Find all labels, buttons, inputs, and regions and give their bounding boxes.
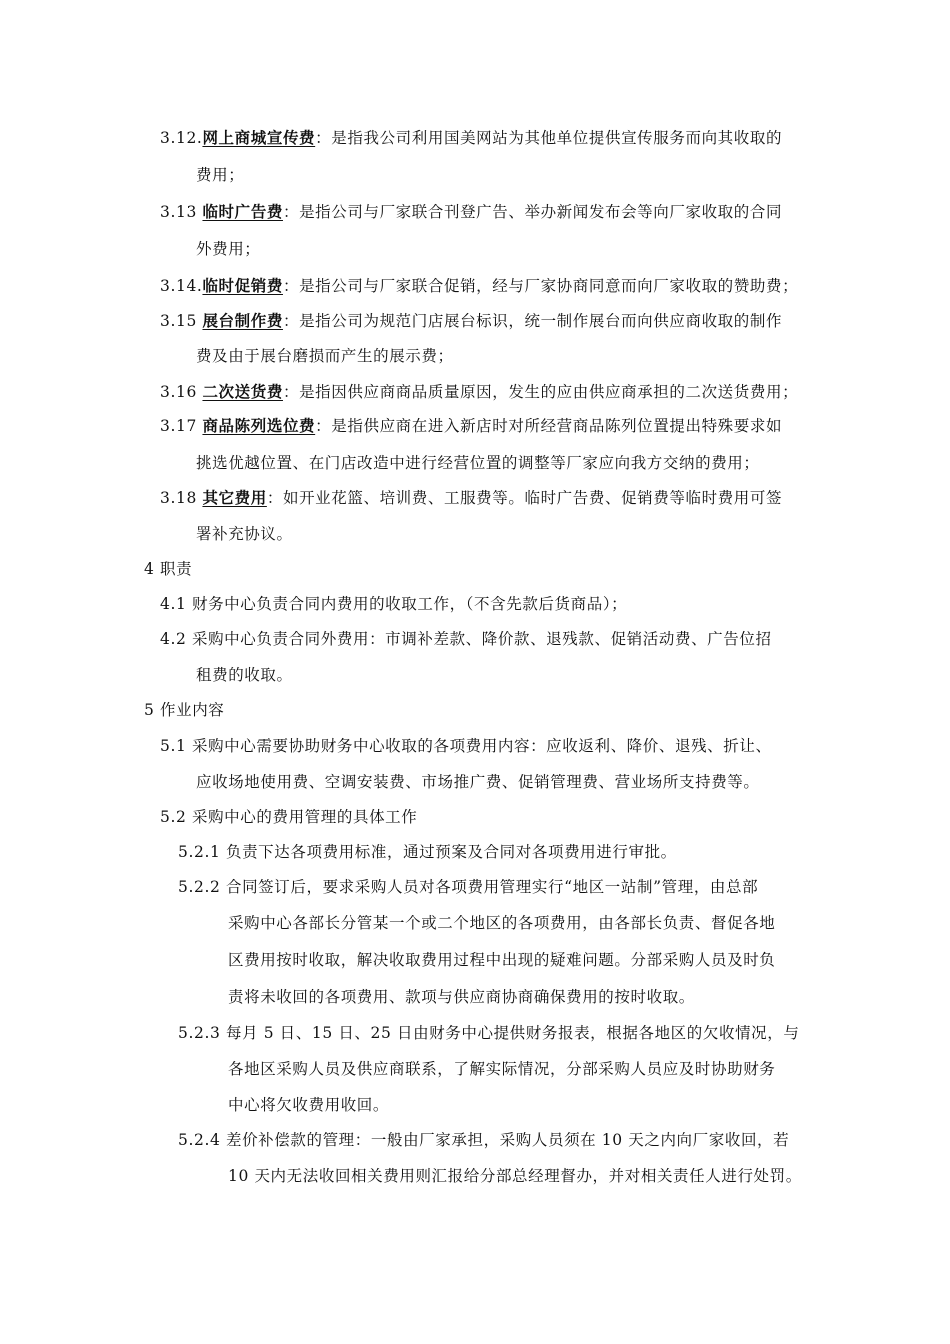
definition-number: 3.14. xyxy=(160,277,203,295)
definition-term: 其它费用 xyxy=(202,489,267,507)
definition-colon: ： xyxy=(282,203,300,221)
definition-term: 临时促销费 xyxy=(202,277,283,295)
definition-3-12-line2: 费用； xyxy=(196,166,245,184)
definition-text: 是指公司与厂家联合刊登广告、举办新闻发布会等向厂家收取的合同 xyxy=(299,203,783,221)
definition-3-17-line2: 挑选优越位置、在门店改造中进行经营位置的调整等厂家应向我方交纳的费用； xyxy=(196,454,760,472)
section-5-2-1: 5.2.1 负责下达各项费用标准，通过预案及合同对各项费用进行审批。 xyxy=(178,843,677,861)
section-5-item-1-line2: 应收场地使用费、空调安装费、市场推广费、促销管理费、营业场所支持费等。 xyxy=(196,773,760,791)
definition-text: 是指供应商在进入新店时对所经营商品陈列位置提出特殊要求如 xyxy=(331,417,783,435)
definition-3-13-line2: 外费用； xyxy=(196,240,261,258)
definition-term: 网上商城宣传费 xyxy=(202,129,316,147)
definition-colon: ： xyxy=(282,312,300,330)
definition-text: 是指公司与厂家联合促销，经与厂家协商同意而向厂家收取的赞助费； xyxy=(299,277,799,295)
definition-colon: ： xyxy=(266,489,283,507)
definition-number: 3.17 xyxy=(160,417,203,435)
definition-number: 3.12. xyxy=(160,129,203,147)
section-5-heading: 5 作业内容 xyxy=(144,701,225,719)
definition-3-14-line1 xyxy=(160,276,798,296)
definition-number: 3.16 xyxy=(160,383,203,401)
definition-3-15-line1 xyxy=(160,311,782,331)
section-4-heading: 4 职责 xyxy=(144,560,193,578)
definition-colon: ： xyxy=(315,417,332,435)
definition-text: 是指我公司利用国美网站为其他单位提供宣传服务而向其收取的 xyxy=(331,129,783,147)
definition-3-13-line1 xyxy=(160,202,782,222)
definition-term: 展台制作费 xyxy=(202,312,283,330)
definition-3-15-line2: 费及由于展台磨损而产生的展示费； xyxy=(196,347,454,365)
section-5-2-3-line2: 各地区采购人员及供应商联系，了解实际情况，分部采购人员应及时协助财务 xyxy=(228,1060,776,1078)
definition-term: 二次送货费 xyxy=(202,383,283,401)
section-5-item-2: 5.2 采购中心的费用管理的具体工作 xyxy=(160,808,418,826)
section-5-2-3-line1: 5.2.3 每月 5 日、15 日、25 日由财务中心提供财务报表，根据各地区的欠收情况，与 xyxy=(178,1024,800,1042)
definition-text: 是指因供应商商品质量原因，发生的应由供应商承担的二次送货费用； xyxy=(299,383,799,401)
section-5-item-1-line1: 5.1 采购中心需要协助财务中心收取的各项费用内容：应收返利、降价、退残、折让、 xyxy=(160,737,772,755)
definition-3-17-line1 xyxy=(160,416,782,436)
section-5-2-4-line1: 5.2.4 差价补偿款的管理：一般由厂家承担，采购人员须在 10 天之内向厂家收回，若 xyxy=(178,1131,790,1149)
section-4-item-2-line1: 4.2 采购中心负责合同外费用：市调补差款、降价款、退残款、促销活动费、广告位招 xyxy=(160,630,772,648)
section-5-2-4-line2: 10 天内无法收回相关费用则汇报给分部总经理督办，并对相关责任人进行处罚。 xyxy=(228,1167,802,1185)
definition-3-16-line1 xyxy=(160,382,798,402)
section-5-2-2-line4: 责将未收回的各项费用、款项与供应商协商确保费用的按时收取。 xyxy=(228,988,695,1006)
definition-number: 3.18 xyxy=(160,489,203,507)
section-4-item-2-line2: 租费的收取。 xyxy=(196,666,293,684)
section-5-2-3-line3: 中心将欠收费用收回。 xyxy=(228,1096,390,1114)
definition-colon: ： xyxy=(282,277,300,295)
definition-3-12-line1 xyxy=(160,128,782,148)
definition-3-18-line1 xyxy=(160,488,782,508)
section-5-2-2-line2: 采购中心各部长分管某一个或二个地区的各项费用，由各部长负责、督促各地 xyxy=(228,914,776,932)
section-4-item-1: 4.1 财务中心负责合同内费用的收取工作，（不含先款后货商品）； xyxy=(160,595,628,613)
section-5-2-2-line1: 5.2.2 合同签订后，要求采购人员对各项费用管理实行“地区一站制”管理，由总部 xyxy=(178,878,759,896)
definition-term: 临时广告费 xyxy=(202,203,283,221)
definition-colon: ： xyxy=(282,383,300,401)
definition-3-18-line2: 署补充协议。 xyxy=(196,525,293,543)
definition-number: 3.13 xyxy=(160,203,203,221)
definition-colon: ： xyxy=(315,129,332,147)
section-5-2-2-line3: 区费用按时收取，解决收取费用过程中出现的疑难问题。分部采购人员及时负 xyxy=(228,951,776,969)
definition-number: 3.15 xyxy=(160,312,203,330)
definition-text: 如开业花篮、培训费、工服费等。临时广告费、促销费等临时费用可签 xyxy=(282,489,783,507)
definition-text: 是指公司为规范门店展台标识，统一制作展台而向供应商收取的制作 xyxy=(299,312,783,330)
definition-term: 商品陈列选位费 xyxy=(202,417,316,435)
